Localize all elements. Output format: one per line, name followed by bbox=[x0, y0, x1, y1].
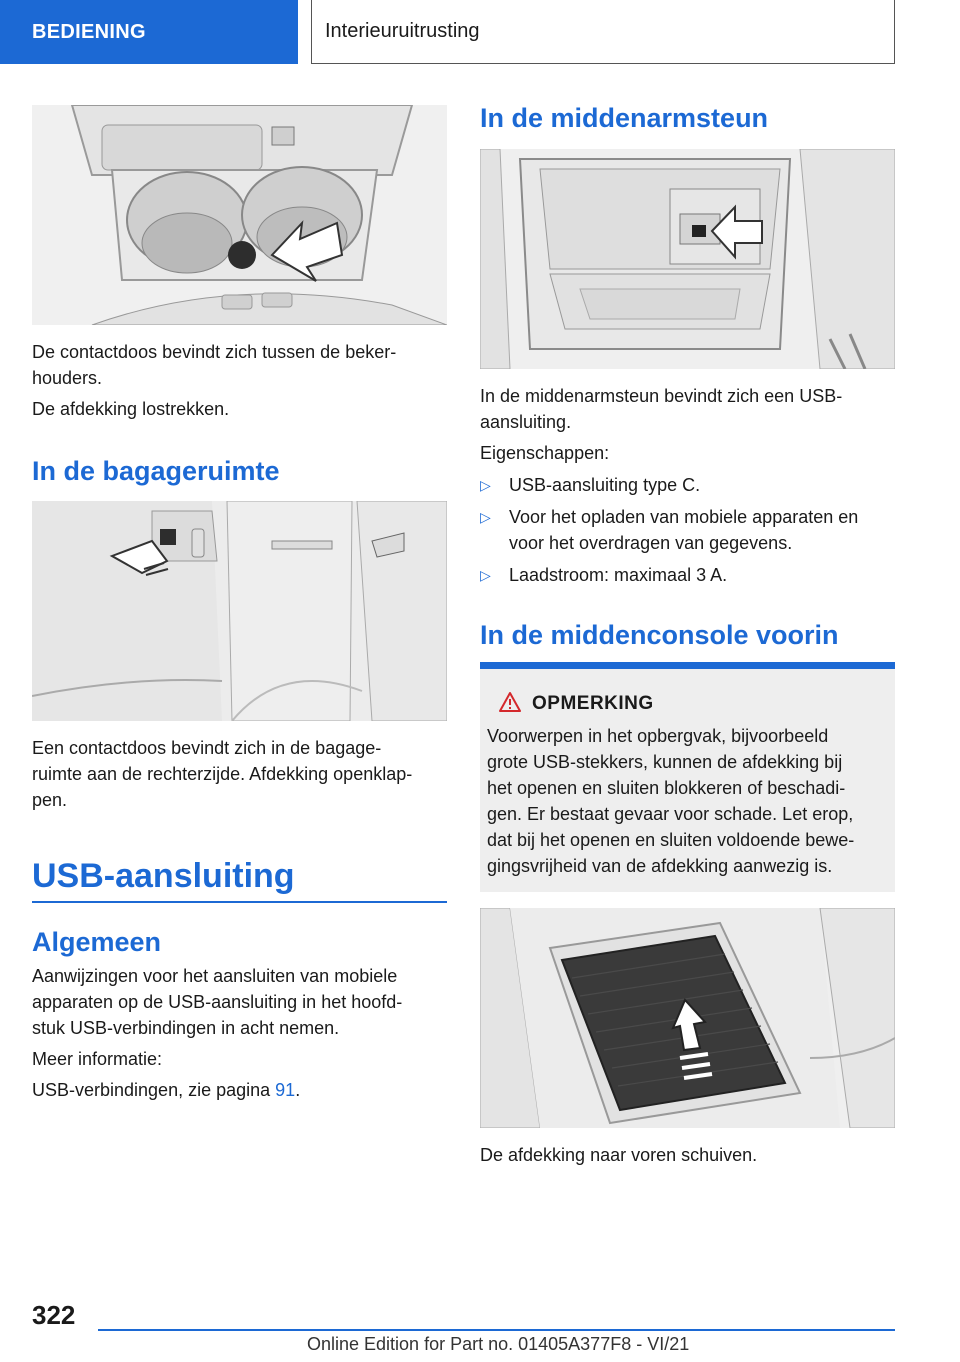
usb-heading-rule bbox=[32, 901, 447, 903]
bullet-text-continued: voor het overdragen van gegevens. bbox=[509, 533, 793, 553]
chapter-title: Interieuruitrusting bbox=[311, 0, 895, 64]
warning-text bbox=[487, 723, 892, 879]
warning-triangle-icon bbox=[498, 691, 522, 713]
usb-reference-page-link[interactable]: 91 bbox=[275, 1080, 296, 1100]
bullet-text: Voor het opladen van mobiele apparaten en bbox=[509, 507, 859, 527]
warning-line: Voorwerpen in het opbergvak, bijvoorbeeld bbox=[487, 726, 829, 746]
armsteun-line2: aansluiting. bbox=[480, 412, 572, 432]
bullet-text: Laadstroom: maximaal 3 A. bbox=[509, 565, 728, 585]
bagage-text-line2: ruimte aan de rechterzijde. Afdekking openklap‐ bbox=[32, 764, 413, 784]
meer-informatie: Meer informatie: bbox=[32, 1049, 163, 1069]
bagage-text-line3: pen. bbox=[32, 790, 68, 810]
bullet-arrow-icon: ▷ bbox=[480, 477, 491, 493]
bullet-arrow-icon: ▷ bbox=[480, 509, 491, 525]
footer-rule bbox=[98, 1329, 895, 1331]
warning-title: OPMERKING bbox=[532, 693, 654, 714]
caption-schuiven: De afdekking naar voren schuiven. bbox=[480, 1145, 758, 1165]
heading-middenconsole: In de middenconsole voorin bbox=[480, 620, 839, 650]
warning-line: gingsvrijheid van de afdekking aanwezig is. bbox=[487, 856, 833, 876]
heading-middenarmsteun: In de middenarmsteun bbox=[480, 103, 769, 133]
warning-line: grote USB-stekkers, kunnen de afdekking bij bbox=[487, 752, 843, 772]
caption-cupholder-line2: houders. bbox=[32, 368, 103, 388]
bullet-opladen bbox=[480, 504, 895, 556]
caption-cupholder-line1: De contactdoos bevindt zich tussen de beker‐ bbox=[32, 342, 397, 362]
bagage-text-line1: Een contactdoos bevindt zich in de bagage‐ bbox=[32, 738, 382, 758]
heading-usb-aansluiting: USB-aansluiting bbox=[32, 857, 295, 895]
algemeen-line1: Aanwijzingen voor het aansluiten van mobiele bbox=[32, 966, 398, 986]
usb-reference bbox=[32, 1077, 300, 1103]
cargo-socket-illustration bbox=[32, 501, 447, 721]
caption-lostrekken: De afdekking lostrekken. bbox=[32, 399, 230, 419]
heading-algemeen: Algemeen bbox=[32, 927, 162, 957]
page-number: 322 bbox=[32, 1300, 76, 1330]
algemeen-line3: stuk USB-verbindingen in acht nemen. bbox=[32, 1018, 340, 1038]
armrest-usb-illustration bbox=[480, 149, 895, 369]
warning-line: dat bij het openen en sluiten voldoende bewe‐ bbox=[487, 830, 855, 850]
warning-box bbox=[480, 662, 895, 892]
cupholder-socket-illustration bbox=[32, 105, 447, 325]
section-tab[interactable]: BEDIENING bbox=[0, 0, 298, 64]
usb-reference-text: USB-verbindingen, zie pagina bbox=[32, 1080, 276, 1100]
armsteun-line1: In de middenarmsteun bevindt zich een USB- bbox=[480, 386, 843, 406]
console-cover-illustration bbox=[480, 908, 895, 1128]
bullet-usb-type-c bbox=[480, 472, 895, 498]
bullet-arrow-icon: ▷ bbox=[480, 567, 491, 583]
eigenschappen-label: Eigenschappen: bbox=[480, 443, 610, 463]
usb-reference-end: . bbox=[295, 1080, 301, 1100]
algemeen-line2: apparaten op de USB-aansluiting in het hoofd‐ bbox=[32, 992, 403, 1012]
bullet-laadstroom bbox=[480, 562, 895, 588]
bullet-text: USB-aansluiting type C. bbox=[509, 475, 701, 495]
warning-line: het openen en sluiten blokkeren of beschadi‐ bbox=[487, 778, 846, 798]
footer-edition: Online Edition for Part no. 01405A377F8 - VI/21 bbox=[307, 1334, 690, 1354]
heading-bagageruimte: In de bagageruimte bbox=[32, 456, 280, 486]
warning-line: gen. Er bestaat gevaar voor schade. Let erop, bbox=[487, 804, 854, 824]
